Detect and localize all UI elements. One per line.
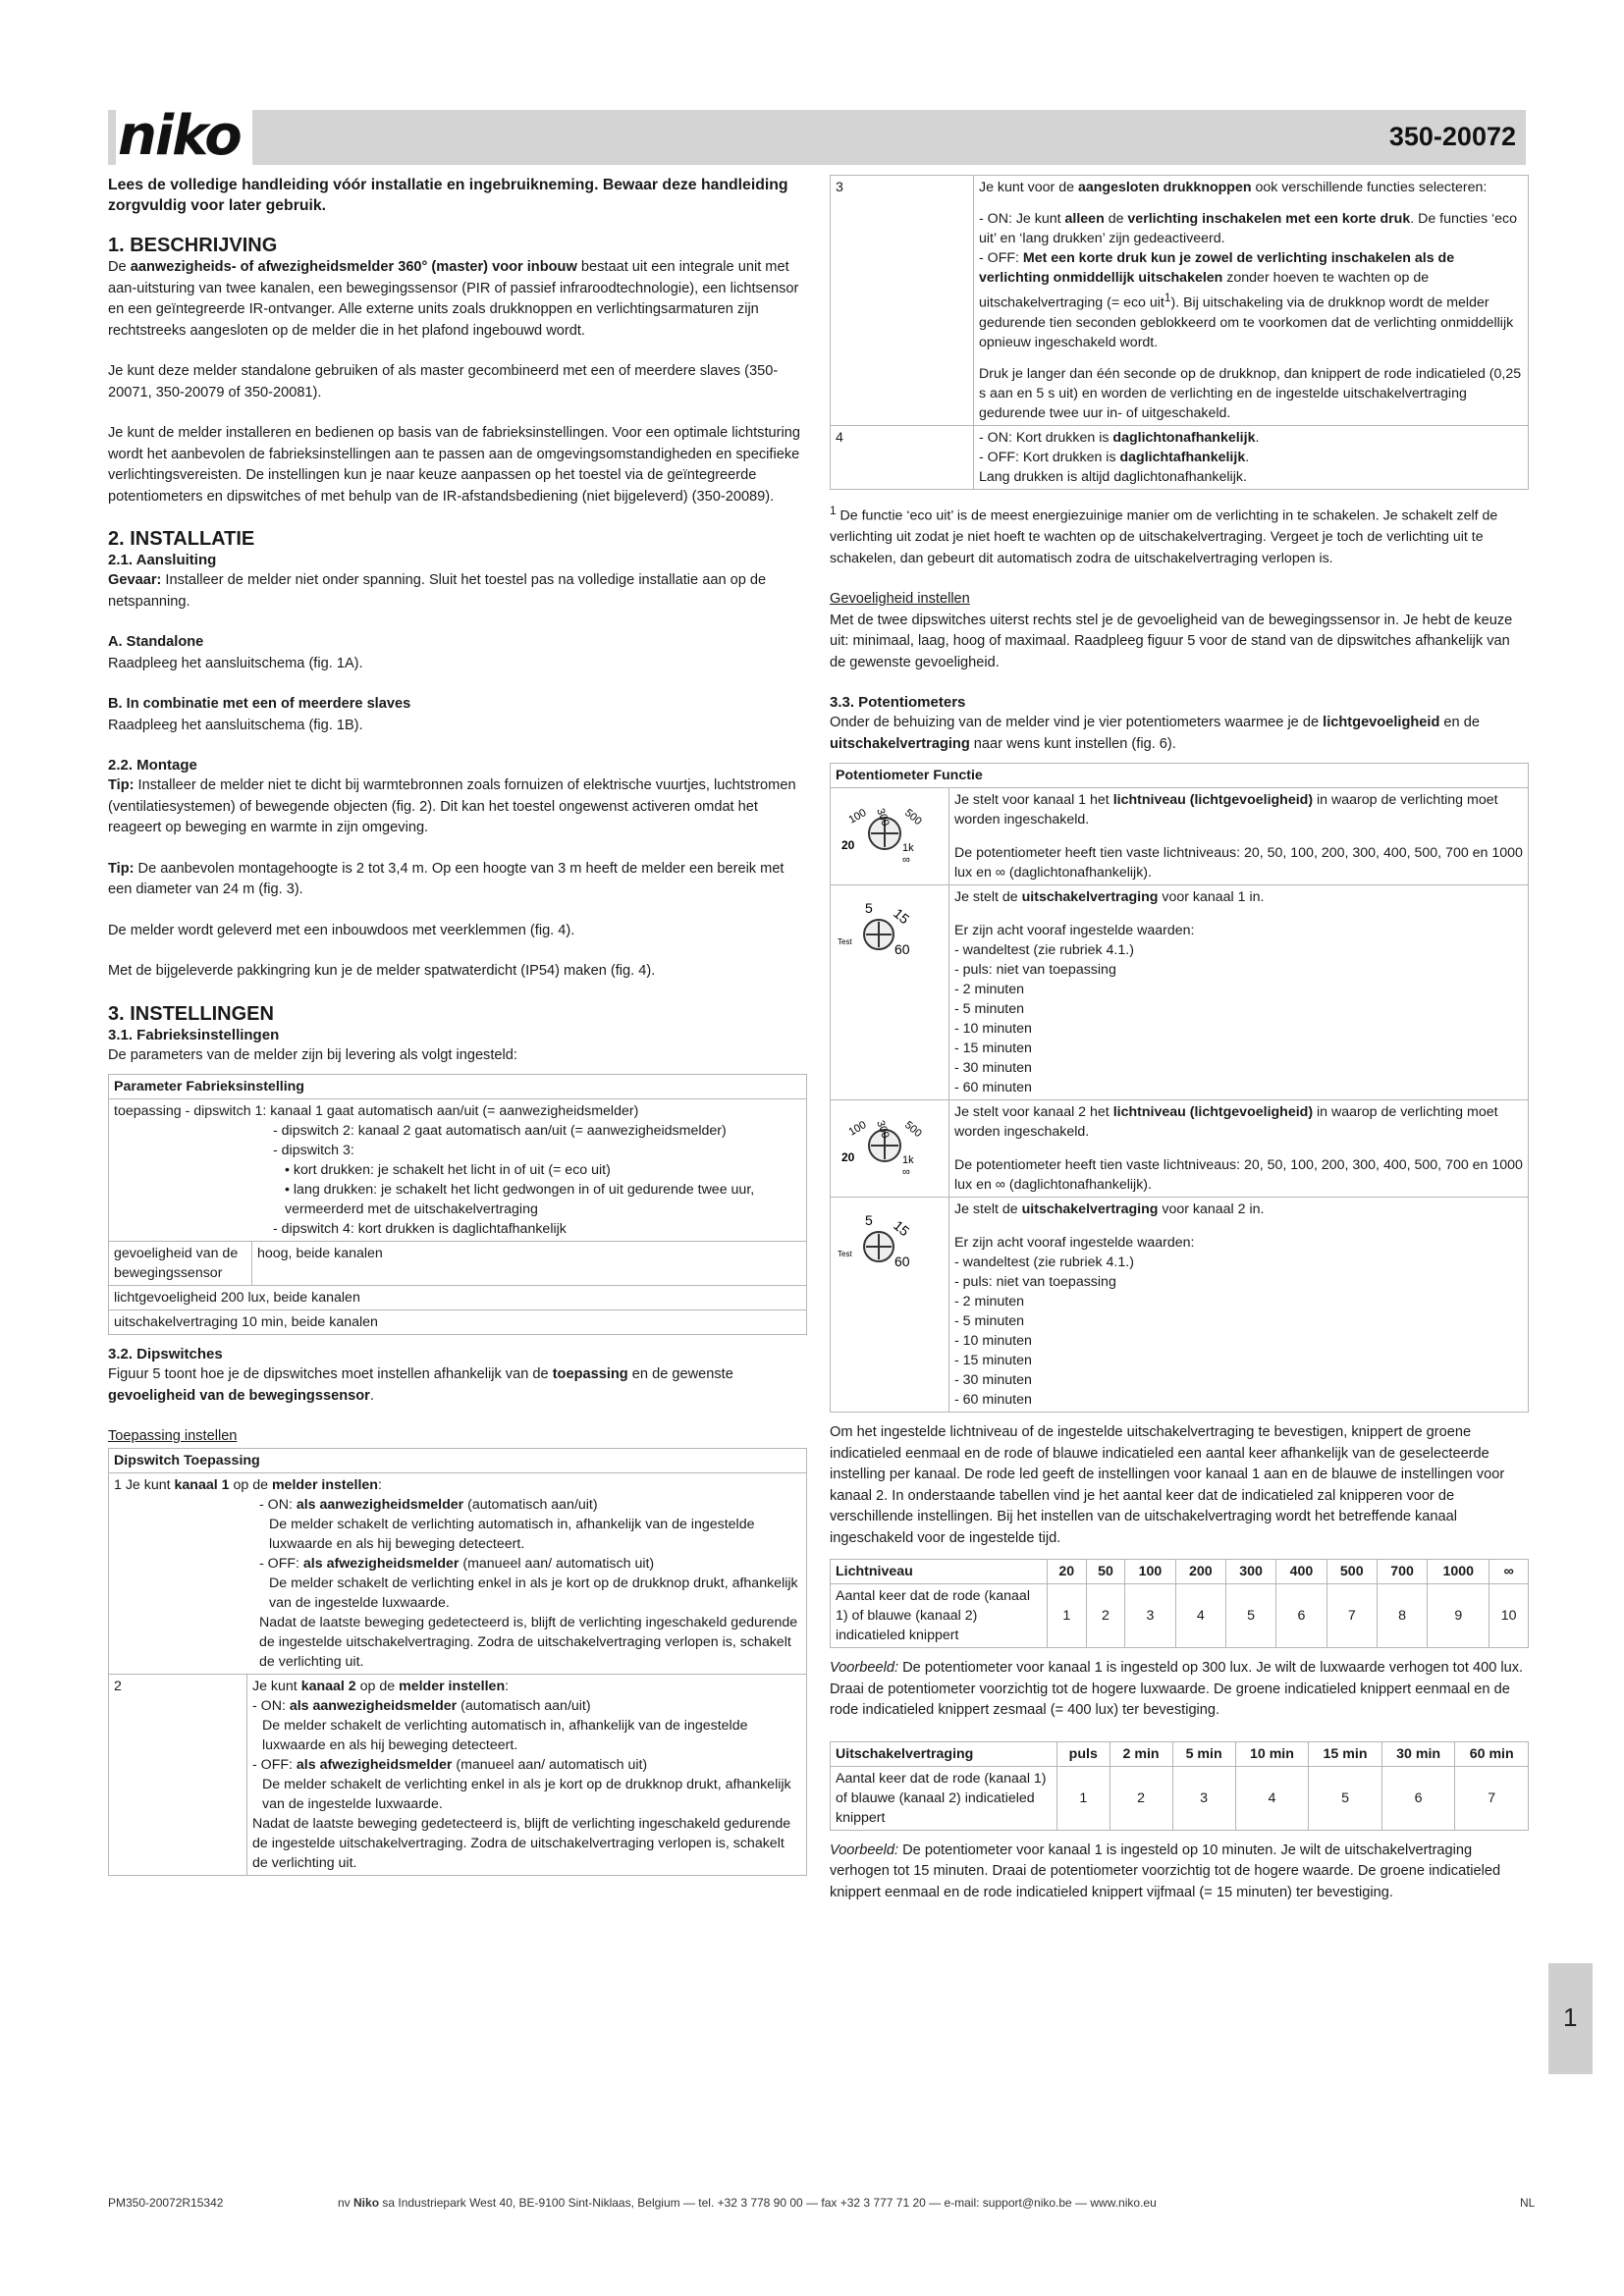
factory-row-sensor-label: gevoeligheid van de bewegingssensor [109,1242,252,1286]
svg-text:Test: Test [838,1250,852,1259]
dipswitch-table-part1 [108,1448,807,1876]
standalone-text: Raadpleeg het aansluitschema (fig. 1A). [108,655,363,671]
footnote: $^1$ De functie ‘eco uit’ is de meest energiezuinige manier om de verlichting in te schakelen. Je schakelt zelf de verlichting uit zodat je niet hoeft te wachten op de uitschakelvertraging. Vergeet je toch de verlichting uit te schakelen, dan gebeurt dit automatisch zodra de uitschakelvertraging verlopen is. [830,503,1498,567]
document-number: 350-20072 [1388,122,1516,151]
potentiometer-table-header: Potentiometer Functie [831,764,1529,788]
section-3-title: 3. INSTELLINGEN [108,1002,274,1025]
factory-table-header: Parameter Fabrieksinstelling [109,1075,807,1099]
svg-text:∞: ∞ [902,1166,910,1179]
svg-text:500: 500 [902,1119,924,1141]
delay-dial-icon-1 [831,885,949,1100]
dipswitch-table-header: Dipswitch Toepassing [109,1448,807,1472]
gasket-paragraph: Met de bijgeleverde pakkingring kun je de melder spatwaterdicht (IP54) maken (fig. 4). [108,963,656,979]
dipswitch-row-2-num: 2 [109,1674,247,1875]
delay-dial-icon-2 [831,1198,949,1413]
factory-row-delay: uitschakelvertraging 10 min, beide kanalen [109,1310,807,1335]
svg-text:300: 300 [874,1119,892,1141]
slaves-title: B. In combinatie met een of meerdere slaves [108,696,411,712]
footer-code: PM350-20072R15342 [108,2196,224,2210]
section-3-1-title: 3.1. Fabrieksinstellingen [108,1026,280,1043]
potentiometer-intro: Onder de behuizing van de melder vind je vier potentiometers waarmee je de lichtgevoeligheid en de uitschakelvertraging naar wens kunt instellen (fig. 6). [830,715,1480,752]
svg-text:15: 15 [891,1217,913,1240]
section-2-1-title: 2.1. Aansluiting [108,552,217,568]
lux-dial-icon-2 [831,1100,949,1198]
right-column [830,175,1529,1923]
tip-1: Tip: Installeer de melder niet te dicht bij warmtebronnen zoals fornuizen of elektrische vuurtjes, luchtstromen (ventilatiesystemen) of bewegende objecten (fig. 2). Dit kan het toestel ongewenst activeren omdat het reageert op beweging en warmte in zijn omgeving. [108,777,796,835]
section-2-title: 2. INSTALLATIE [108,528,255,550]
svg-text:300: 300 [874,807,892,828]
lux-dial-icon-1 [831,788,949,885]
svg-text:100: 100 [846,807,869,828]
section-1-title: 1. BESCHRIJVING [108,235,278,256]
light-level-table: Lichtniveau 20 50 100 200 300 400 500 700 1000 ∞ Aantal keer dat de rode (kanaal 1) of blauwe (kanaal 2) indicatieled knippert 1 2 3 4 5 6 7 8 9 10 [830,1559,1529,1648]
tip-2: Tip: De aanbevolen montagehoogte is 2 tot 3,4 m. Op een hoogte van 3 m heeft de melder een bereik met een diameter van 24 m (fig. 3). [108,860,785,897]
application-setting-title: Toepassing instellen [108,1428,238,1444]
factory-settings-table [108,1074,807,1335]
delay-row-label: Aantal keer dat de rode (kanaal 1) of blauwe (kanaal 2) indicatieled knippert [831,1766,1057,1830]
example-2: Voorbeeld: De potentiometer voor kanaal 1 is ingesteld op 10 minuten. Je wilt de uitschakelvertraging verhogen tot 15 minuten. Draai de potentiometer voorzichtig tot de hogere waarde. De groene indicatieled knippert eenmaal en de rode indicatieled knippert vijfmaal (= 15 minuten) ter bevestiging. [830,1842,1501,1900]
section-2-2-title: 2.2. Montage [108,757,197,774]
potentiometer-row-1: Je stelt voor kanaal 1 het lichtniveau (lichtgevoeligheid) in waarop de verlichting moet worden ingeschakeld. De potentiometer heeft tien vaste lichtniveaus: 20, 50, 100, 200, 300, 400, 500, 700 en 1000 lux en ∞ (daglichtonafhankelijk). [949,788,1529,885]
standalone-paragraph: Je kunt deze melder standalone gebruiken of als master gecombineerd met een of meerdere slaves (350-20071, 350-20079 of 350-20081). [108,363,779,400]
dipswitch-row-1: 1 Je kunt kanaal 1 op de melder instellen: - ON: als aanwezigheidsmelder (automatisch aan/uit) De melder schakelt de verlichting automatisch in, afhankelijk van de ingestelde luxwaarde en als hij beweging detecteert. - OFF: als afwezigheidsmelder (manueel aan/ automatisch uit) De melder schakelt de verlichting enkel in als je kort op de drukknop drukt, afhankelijk van de ingestelde luxwaarde. Nadat de laatste beweging gedetecteerd is, blijft de verlichting ingeschakeld gedurende de ingestelde uitschakelvertraging. Zodra de uitschakelvertraging verlopen is, schakelt de verlichting uit. [109,1472,807,1674]
dipswitch-row-4: - ON: Kort drukken is daglichtonafhankelijk. - OFF: Kort drukken is daglichtafhankelijk. Lang drukken is altijd daglichtonafhankelijk. [974,425,1529,489]
sensitivity-text: Met de twee dipswitches uiterst rechts stel je de gevoeligheid van de bewegingssensor in. Je hebt de keuze uit: minimaal, laag, hoog of maximaal. Raadpleeg figuur 5 voor de stand van de dipswitches afhankelijk van de gewenste gevoeligheid. [830,612,1513,670]
dipswitch-row-3: Je kunt voor de aangesloten drukknoppen ook verschillende functies selecteren: - ON: Je kunt alleen de verlichting inschakelen met een korte druk. De functies ‘eco uit’ en ‘lang drukken’ zijn gedeactiveerd. - OFF: Met een korte druk kun je zowel de verlichting inschakelen als de verlichting onmiddellijk uitschakelen zonder hoeven te wachten op de uitschakelvertraging (= eco uit$^1$). Bij uitschakeling via de drukknop wordt de melder gedurende tien seconden geblokkeerd om te voorkomen dat de verlichting onmiddellijk opnieuw ingeschakeld wordt. Druk je langer dan één seconde op de drukknop, dan knippert de rode indicatieled (0,25 s aan en 5 s uit) en worden de verlichting en de ingestelde uitschakelvertraging gedurende twee uur in- of uitgeschakeld. [974,176,1529,426]
svg-text:60: 60 [894,941,910,958]
sensitivity-title: Gevoeligheid instellen [830,591,970,608]
slaves-text: Raadpleeg het aansluitschema (fig. 1B). [108,717,363,733]
delivery-paragraph: De melder wordt geleverd met een inbouwdoos met veerklemmen (fig. 4). [108,922,575,938]
niko-logo: niko [116,106,252,167]
header-bar [108,110,1526,165]
section-3-2-title: 3.2. Dipswitches [108,1346,223,1362]
dipswitch-table-part2 [830,175,1529,490]
section-3-3-title: 3.3. Potentiometers [830,694,966,712]
potentiometer-row-2: Je stelt de uitschakelvertraging voor kanaal 1 in. Er zijn acht vooraf ingestelde waarden: - wandeltest (zie rubriek 4.1.) - puls: niet van toepassing - 2 minuten - 5 minuten - 10 minuten - 15 minuten - 30 minuten - 60 minuten [949,885,1529,1100]
footer-language: NL [1520,2196,1536,2210]
example-1: Voorbeeld: De potentiometer voor kanaal 1 is ingesteld op 300 lux. Je wilt de luxwaarde verhogen tot 400 lux. Draai de potentiometer voorzichtig tot de hogere luxwaarde. De groene indicatieled knippert eenmaal en de rode indicatieled knippert zesmaal (= 400 lux) ter bevestiging. [830,1660,1524,1719]
settings-paragraph: Je kunt de melder installeren en bedienen op basis van de fabrieksinstellingen. Voor een optimale lichtsturing wordt het aanbevolen de fabrieksinstellingen aan te passen aan de omgevingsomstandigheden en specifieke verlichtingsvereisten. De instellingen kun je naar keuze aanpassen op het toestel via de geïntegreerde potentiometers en dipswitches of met behulp van de IR-afstandsbediening (niet bijgeleverd) (350-20089). [108,425,800,505]
delay-header: Uitschakelvertraging [831,1741,1057,1766]
dipswitch-intro: Figuur 5 toont hoe je de dipswitches moet instellen afhankelijk van de toepassing en de gewenste gevoeligheid van de bewegingssensor. [108,1366,733,1404]
svg-text:60: 60 [894,1254,910,1270]
svg-text:∞: ∞ [902,854,910,867]
potentiometer-table [830,763,1529,1413]
potentiometer-row-4: Je stelt de uitschakelvertraging voor kanaal 2 in. Er zijn acht vooraf ingestelde waarden: - wandeltest (zie rubriek 4.1.) - puls: niet van toepassing - 2 minuten - 5 minuten - 10 minuten - 15 minuten - 30 minuten - 60 minuten [949,1198,1529,1413]
svg-text:20: 20 [841,1150,855,1165]
dipswitch-row-4-num: 4 [831,425,974,489]
left-column [108,175,807,1876]
dipswitch-row-2: Je kunt kanaal 2 op de melder instellen: - ON: als aanwezigheidsmelder (automatisch aan/uit) De melder schakelt de verlichting automatisch in, afhankelijk van de ingestelde luxwaarde en als hij beweging detecteert. - OFF: als afwezigheidsmelder (manueel aan/ automatisch uit) De melder schakelt de verlichting enkel in als je kort op de drukknop drukt, afhankelijk van de ingestelde luxwaarde. Nadat de laatste beweging gedetecteerd is, blijft de verlichting ingeschakeld gedurende de ingestelde uitschakelvertraging. Zodra de uitschakelvertraging verlopen is, schakelt de verlichting uit. [247,1674,807,1875]
svg-text:5: 5 [865,1212,873,1229]
light-level-header: Lichtniveau [831,1560,1048,1584]
delay-table: Uitschakelvertraging puls 2 min 5 min 10 min 15 min 30 min 60 min Aantal keer dat de rode (kanaal 1) of blauwe (kanaal 2) indicatieled knippert 1 2 3 4 5 6 7 [830,1741,1529,1831]
dipswitch-row-3-num: 3 [831,176,974,426]
svg-text:1k: 1k [902,842,914,855]
svg-text:5: 5 [865,900,873,917]
standalone-title: A. Standalone [108,634,204,650]
description-paragraph: De aanwezigheids- of afwezigheidsmelder 360° (master) voor inbouw bestaat uit een integrale unit met aan-uitsturing van twee kanalen, een bewegingssensor (PIR of passief infraroodtechnologie), een lichtsensor en een geïntegreerde IR-ontvanger. Alle externe units zoals drukknoppen en verlichtingsarmaturen zijn rechtstreeks aangesloten op de melder die in het plafond ingebouwd wordt. [108,259,799,339]
svg-text:20: 20 [841,838,855,853]
confirm-paragraph: Om het ingestelde lichtniveau of de ingestelde uitschakelvertraging te bevestigen, knippert de groene indicatieled eenmaal en de rode of blauwe indicatieled een aantal keer afhankelijk van de geselecteerde instelling per kanaal. De rode led geeft de instellingen voor kanaal 1 aan en de blauwe de instellingen voor kanaal 2. In onderstaande tabellen vind je het aantal keer dat de indicatieled zal knipperen voor de verschillende instellingen. Bij het instellen van de uitschakelvertraging wordt het betreffende kanaal ingeschakeld voor de ingestelde tijd. [830,1424,1505,1546]
page-number: 1 [1563,2002,1578,2032]
potentiometer-row-3: Je stelt voor kanaal 2 het lichtniveau (lichtgevoeligheid) in waarop de verlichting moet worden ingeschakeld. De potentiometer heeft tien vaste lichtniveaus: 20, 50, 100, 200, 300, 400, 500, 700 en 1000 lux en ∞ (daglichtonafhankelijk). [949,1100,1529,1198]
svg-text:1k: 1k [902,1154,914,1167]
footer-address: nv Niko sa Industriepark West 40, BE-9100 Sint-Niklaas, Belgium — tel. +32 3 778 90 00 — fax +32 3 777 71 20 — e-mail: support@niko.be — www.niko.eu [338,2196,1157,2210]
svg-text:15: 15 [891,905,913,928]
intro-text: Lees de volledige handleiding vóór installatie en ingebruikneming. Bewaar deze handleiding zorgvuldig voor later gebruik. [108,177,788,214]
svg-text:100: 100 [846,1119,869,1140]
factory-row-application: toepassing - dipswitch 1: kanaal 1 gaat automatisch aan/uit (= aanwezigheidsmelder) - dipswitch 2: kanaal 2 gaat automatisch aan/uit (= aanwezigheidsmelder) - dipswitch 3: • kort drukken: je schakelt het licht in of uit (= eco uit) • lang drukken: je schakelt het licht gedwongen in of uit gedurende twee uur, vermeerderd met de uitschakelvertraging - dipswitch 4: kort drukken is daglichtafhankelijk [109,1099,807,1242]
danger-note: Gevaar: Installeer de melder niet onder spanning. Sluit het toestel pas na volledige installatie aan op de netspanning. [108,572,767,610]
svg-text:Test: Test [838,937,852,947]
light-level-row-label: Aantal keer dat de rode (kanaal 1) of blauwe (kanaal 2) indicatieled knippert [831,1584,1048,1648]
factory-row-light: lichtgevoeligheid 200 lux, beide kanalen [109,1286,807,1310]
svg-text:500: 500 [902,807,924,828]
factory-intro: De parameters van de melder zijn bij levering als volgt ingesteld: [108,1046,517,1063]
factory-row-sensor-value: hoog, beide kanalen [252,1242,807,1286]
